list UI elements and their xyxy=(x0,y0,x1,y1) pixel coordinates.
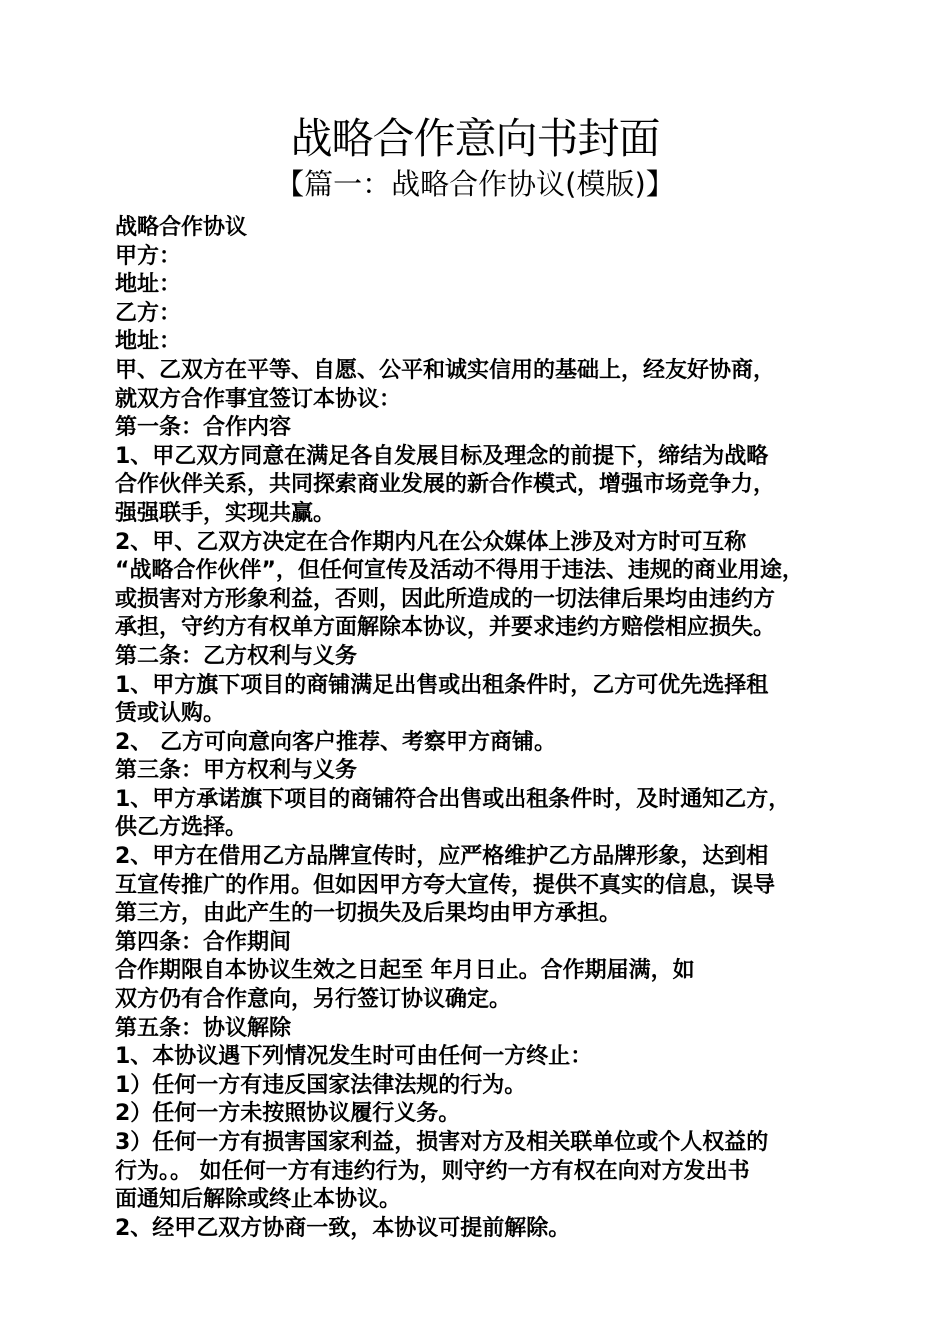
clause-line: 合作伙伴关系，共同探索商业发展的新合作模式，增强市场竞争力， xyxy=(115,472,776,498)
article-heading: 第四条：合作期间 xyxy=(115,929,292,955)
clause-line: 2、经甲乙双方协商一致，本协议可提前解除。 xyxy=(115,1215,571,1241)
clause-line: 2、甲方在借用乙方品牌宣传时，应严格维护乙方品牌形象，达到相 xyxy=(115,844,769,870)
clause-line: 1）任何一方有违反国家法律法规的行为。 xyxy=(115,1072,527,1098)
clause-line: 供乙方选择。 xyxy=(115,815,248,841)
article-heading: 第五条：协议解除 xyxy=(115,1015,292,1041)
clause-line: 合作期限自本协议生效之日起至 年月日止。合作期届满，如 xyxy=(115,958,695,984)
clause-line: 行为。。 如任何一方有违约行为，则守约一方有权在向对方发出书 xyxy=(115,1158,750,1184)
document-subtitle: 【篇一：战略合作协议(模版)】 xyxy=(275,167,675,201)
agreement-body xyxy=(115,214,855,1243)
clause-line: 面通知后解除或终止本协议。 xyxy=(115,1187,402,1213)
clause-line: 2、甲、乙双方决定在合作期内凡在公众媒体上涉及对方时可互称 xyxy=(115,529,747,555)
clause-line: 1、甲方承诺旗下项目的商铺符合出售或出租条件时，及时通知乙方， xyxy=(115,786,791,812)
party-a-label: 甲方： xyxy=(115,243,182,269)
clause-line: 或损害对方形象利益，否则，因此所造成的一切法律后果均由违约方 xyxy=(115,586,776,612)
clause-line: 1、甲方旗下项目的商铺满足出售或出租条件时，乙方可优先选择租 xyxy=(115,672,769,698)
party-b-address-label: 地址： xyxy=(115,329,182,355)
article-heading: 第二条：乙方权利与义务 xyxy=(115,643,358,669)
clause-line: “战略合作伙伴”，但任何宣传及活动不得用于违法、违规的商业用途， xyxy=(115,558,804,584)
article-heading: 第三条：甲方权利与义务 xyxy=(115,758,358,784)
clause-line: 赁或认购。 xyxy=(115,701,226,727)
party-a-address-label: 地址： xyxy=(115,272,182,298)
clause-line: 1、甲乙双方同意在满足各自发展目标及理念的前提下，缔结为战略 xyxy=(115,443,769,469)
clause-line: 强强联手，实现共赢。 xyxy=(115,500,336,526)
clause-line: 3）任何一方有损害国家利益，损害对方及相关联单位或个人权益的 xyxy=(115,1130,769,1155)
clause-line: 1、本协议遇下列情况发生时可由任何一方终止： xyxy=(115,1044,593,1070)
article-heading: 第一条：合作内容 xyxy=(115,415,292,441)
clause-line: 互宣传推广的作用。但如因甲方夸大宣传，提供不真实的信息，误导 xyxy=(115,872,776,898)
clause-line: 第三方，由此产生的一切损失及后果均由甲方承担。 xyxy=(115,901,622,927)
party-b-label: 乙方： xyxy=(115,300,182,326)
clause-line: 双方仍有合作意向，另行签订协议确定。 xyxy=(115,987,512,1013)
clause-line: 2）任何一方未按照协议履行义务。 xyxy=(115,1101,461,1127)
preamble-line: 甲、乙双方在平等、自愿、公平和诚实信用的基础上，经友好协商， xyxy=(115,357,776,383)
heading-agreement: 战略合作协议 xyxy=(115,215,248,240)
document-title: 战略合作意向书封面 xyxy=(290,114,660,163)
preamble-line: 就双方合作事宜签订本协议： xyxy=(115,386,402,412)
clause-line: 2、 乙方可向意向客户推荐、考察甲方商铺。 xyxy=(115,729,556,755)
clause-line: 承担，守约方有权单方面解除本协议，并要求违约方赔偿相应损失。 xyxy=(115,615,776,641)
